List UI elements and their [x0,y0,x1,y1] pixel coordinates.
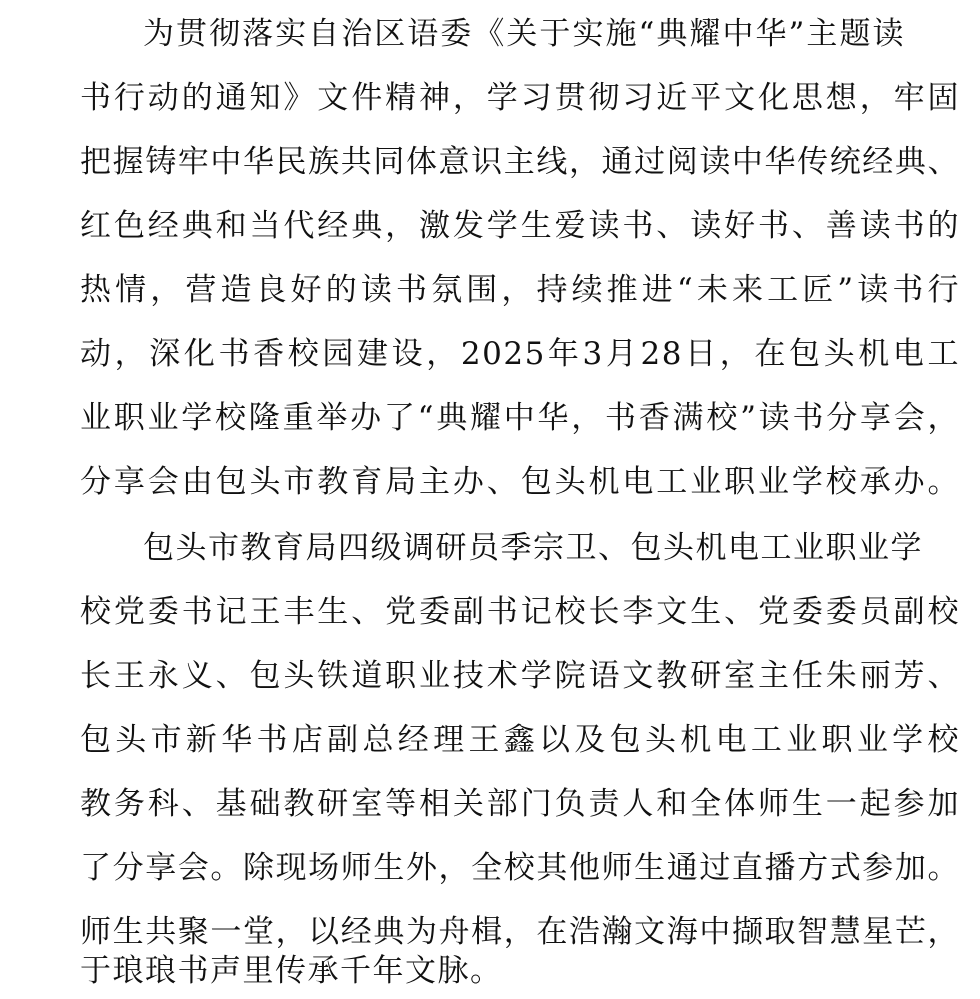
paragraph-1-line-8: 分享会由包头市教育局主办、包头机电工业职业学校承办。 [80,464,960,500]
paragraph-1-line-1: 为贯彻落实自治区语委《关于实施“典耀中华”主题读 [143,16,905,52]
paragraph-1-line-2: 书行动的通知》文件精神，学习贯彻习近平文化思想，牢固 [80,80,960,116]
paragraph-2-line-6: 了分享会。除现场师生外，全校其他师生通过直播方式参加。 [80,850,960,886]
paragraph-2-line-3: 长王永义、包头铁道职业技术学院语文教研室主任朱丽芳、 [80,658,960,694]
paragraph-1-line-6: 动，深化书香校园建设，2025年3月28日，在包头机电工 [80,336,960,372]
paragraph-1-line-7: 业职业学校隆重举办了“典耀中华，书香满校”读书分享会， [80,400,960,436]
paragraph-1-line-5: 热情，营造良好的读书氛围，持续推进“未来工匠”读书行 [80,272,960,308]
paragraph-1-line-3: 把握铸牢中华民族共同体意识主线，通过阅读中华传统经典、 [80,144,960,180]
paragraph-2-line-7: 师生共聚一堂，以经典为舟楫，在浩瀚文海中撷取智慧星芒， [80,914,960,950]
paragraph-2-line-1: 包头市教育局四级调研员季宗卫、包头机电工业职业学 [143,530,923,566]
paragraph-2-line-8: 于琅琅书声里传承千年文脉。 [80,953,503,989]
paragraph-2-line-4: 包头市新华书店副总经理王鑫以及包头机电工业职业学校 [80,722,960,758]
paragraph-2-line-5: 教务科、基础教研室等相关部门负责人和全体师生一起参加 [80,786,960,822]
paragraph-2-line-2: 校党委书记王丰生、党委副书记校长李文生、党委委员副校 [80,594,960,630]
paragraph-1-line-4: 红色经典和当代经典，激发学生爱读书、读好书、善读书的 [80,208,960,244]
